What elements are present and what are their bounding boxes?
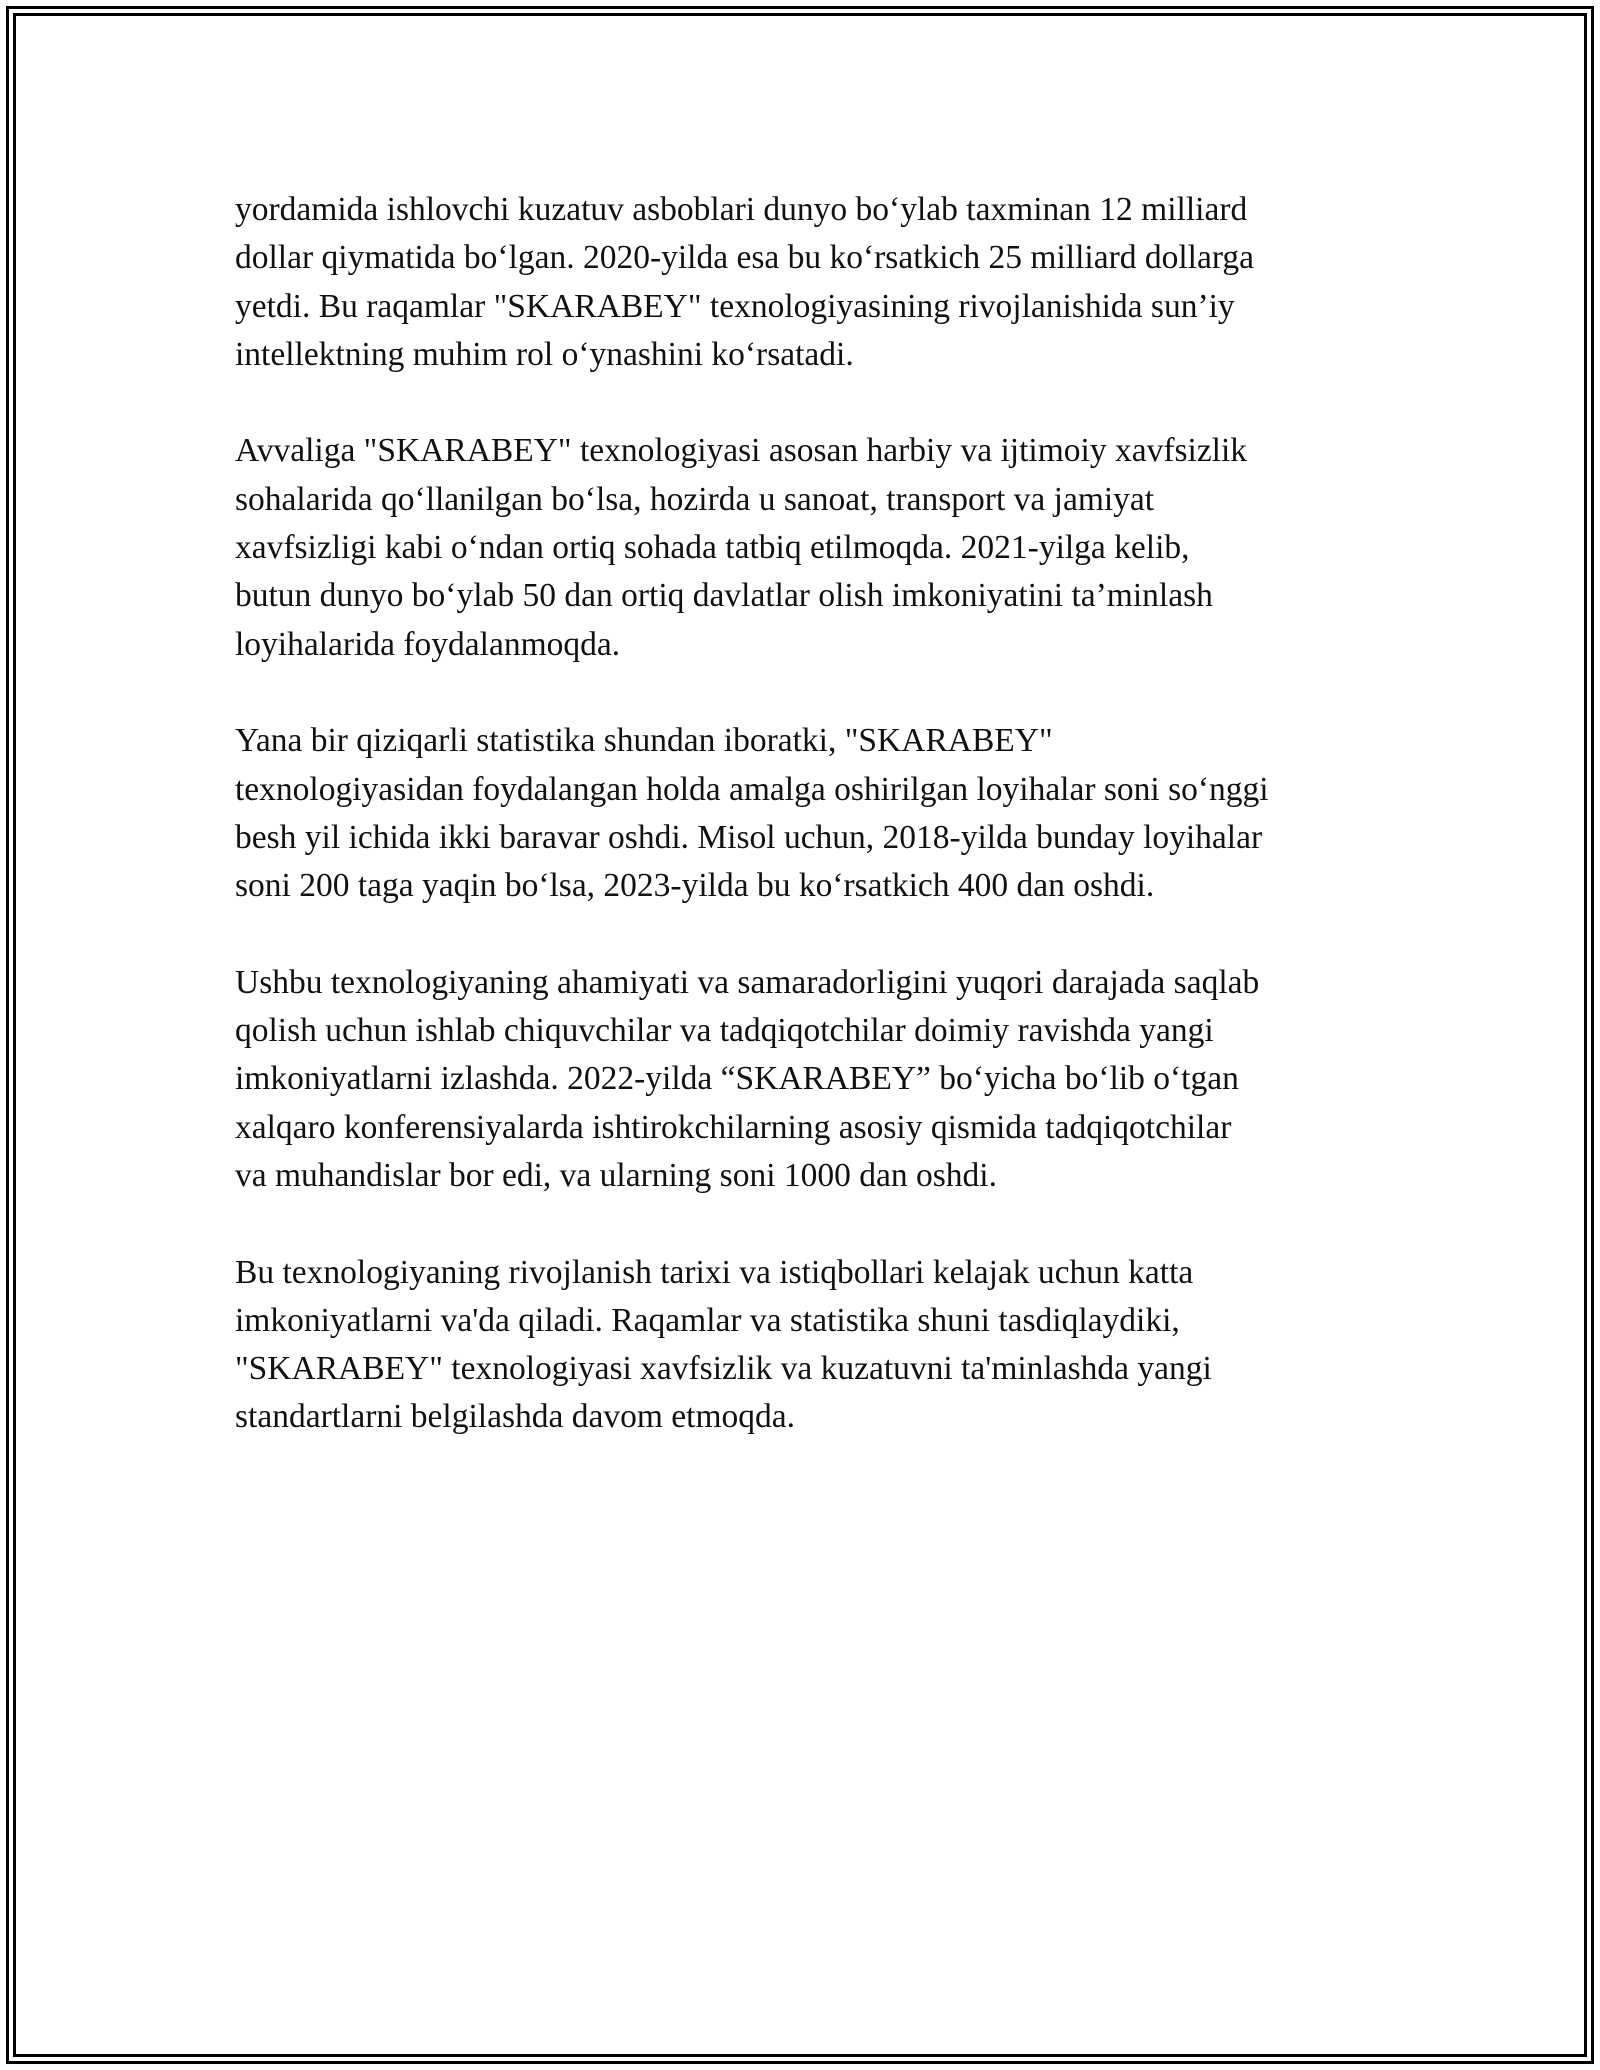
text-line: yordamida ishlovchi kuzatuv asboblari dunyo bo‘ylab taxminan 12 milliard xyxy=(235,191,1248,228)
text-line: sohalarida qo‘llanilgan bo‘lsa, hozirda u sanoat, transport va jamiyat xyxy=(235,480,1155,518)
paragraph-3 xyxy=(235,717,1365,910)
text-line: soni 200 taga yaqin bo‘lsa, 2023-yilda bu ko‘rsatkich 400 dan oshdi. xyxy=(235,867,1155,905)
paragraph-4 xyxy=(235,959,1365,1200)
text-line: Avvaliga "SKARABEY" texnologiyasi asosan harbiy va ijtimoiy xavfsizlik xyxy=(235,432,1248,470)
text-line: butun dunyo bo‘ylab 50 dan ortiq davlatlar olish imkoniyatini ta’minlash xyxy=(235,577,1213,615)
text-line: yetdi. Bu raqamlar "SKARABEY" texnologiyasining rivojlanishida sun’iy xyxy=(235,287,1235,325)
text-line: loyihalarida foydalanmoqda. xyxy=(235,625,621,663)
text-line: imkoniyatlarni va'da qiladi. Raqamlar va statistika shuni tasdiqlaydiki, xyxy=(235,1301,1180,1339)
text-line: "SKARABEY" texnologiyasi xavfsizlik va kuzatuvni ta'minlashda yangi xyxy=(235,1350,1212,1388)
paragraph-1 xyxy=(235,186,1365,379)
paragraph-5 xyxy=(235,1249,1365,1442)
text-line: Ushbu texnologiyaning ahamiyati va samaradorligini yuqori darajada saqlab xyxy=(235,963,1260,1001)
text-line: standartlarni belgilashda davom etmoqda. xyxy=(235,1398,796,1436)
text-line: texnologiyasidan foydalangan holda amalga oshirilgan loyihalar soni so‘nggi xyxy=(235,770,1269,808)
text-line: dollar qiymatida bo‘lgan. 2020-yilda esa bu ko‘rsatkich 25 milliard dollarga xyxy=(235,239,1255,277)
text-line: besh yil ichida ikki baravar oshdi. Misol uchun, 2018-yilda bunday loyihalar xyxy=(235,818,1263,856)
document-body xyxy=(235,186,1365,1490)
text-line: xalqaro konferensiyalarda ishtirokchilarning asosiy qismida tadqiqotchilar xyxy=(235,1108,1232,1146)
text-line: Yana bir qiziqarli statistika shundan iboratki, "SKARABEY" xyxy=(235,722,1053,760)
text-line: intellektning muhim rol o‘ynashini ko‘rsatadi. xyxy=(235,335,854,373)
text-line: qolish uchun ishlab chiquvchilar va tadqiqotchilar doimiy ravishda yangi xyxy=(235,1012,1214,1050)
text-line: va muhandislar bor edi, va ularning soni 1000 dan oshdi. xyxy=(235,1156,997,1194)
text-line: imkoniyatlarni izlashda. 2022-yilda “SKARABEY” bo‘yicha bo‘lib o‘tgan xyxy=(235,1060,1239,1098)
text-line: Bu texnologiyaning rivojlanish tarixi va istiqbollari kelajak uchun katta xyxy=(235,1253,1194,1291)
text-line: xavfsizligi kabi o‘ndan ortiq sohada tatbiq etilmoqda. 2021-yilga kelib, xyxy=(235,529,1190,567)
paragraph-2 xyxy=(235,427,1365,668)
